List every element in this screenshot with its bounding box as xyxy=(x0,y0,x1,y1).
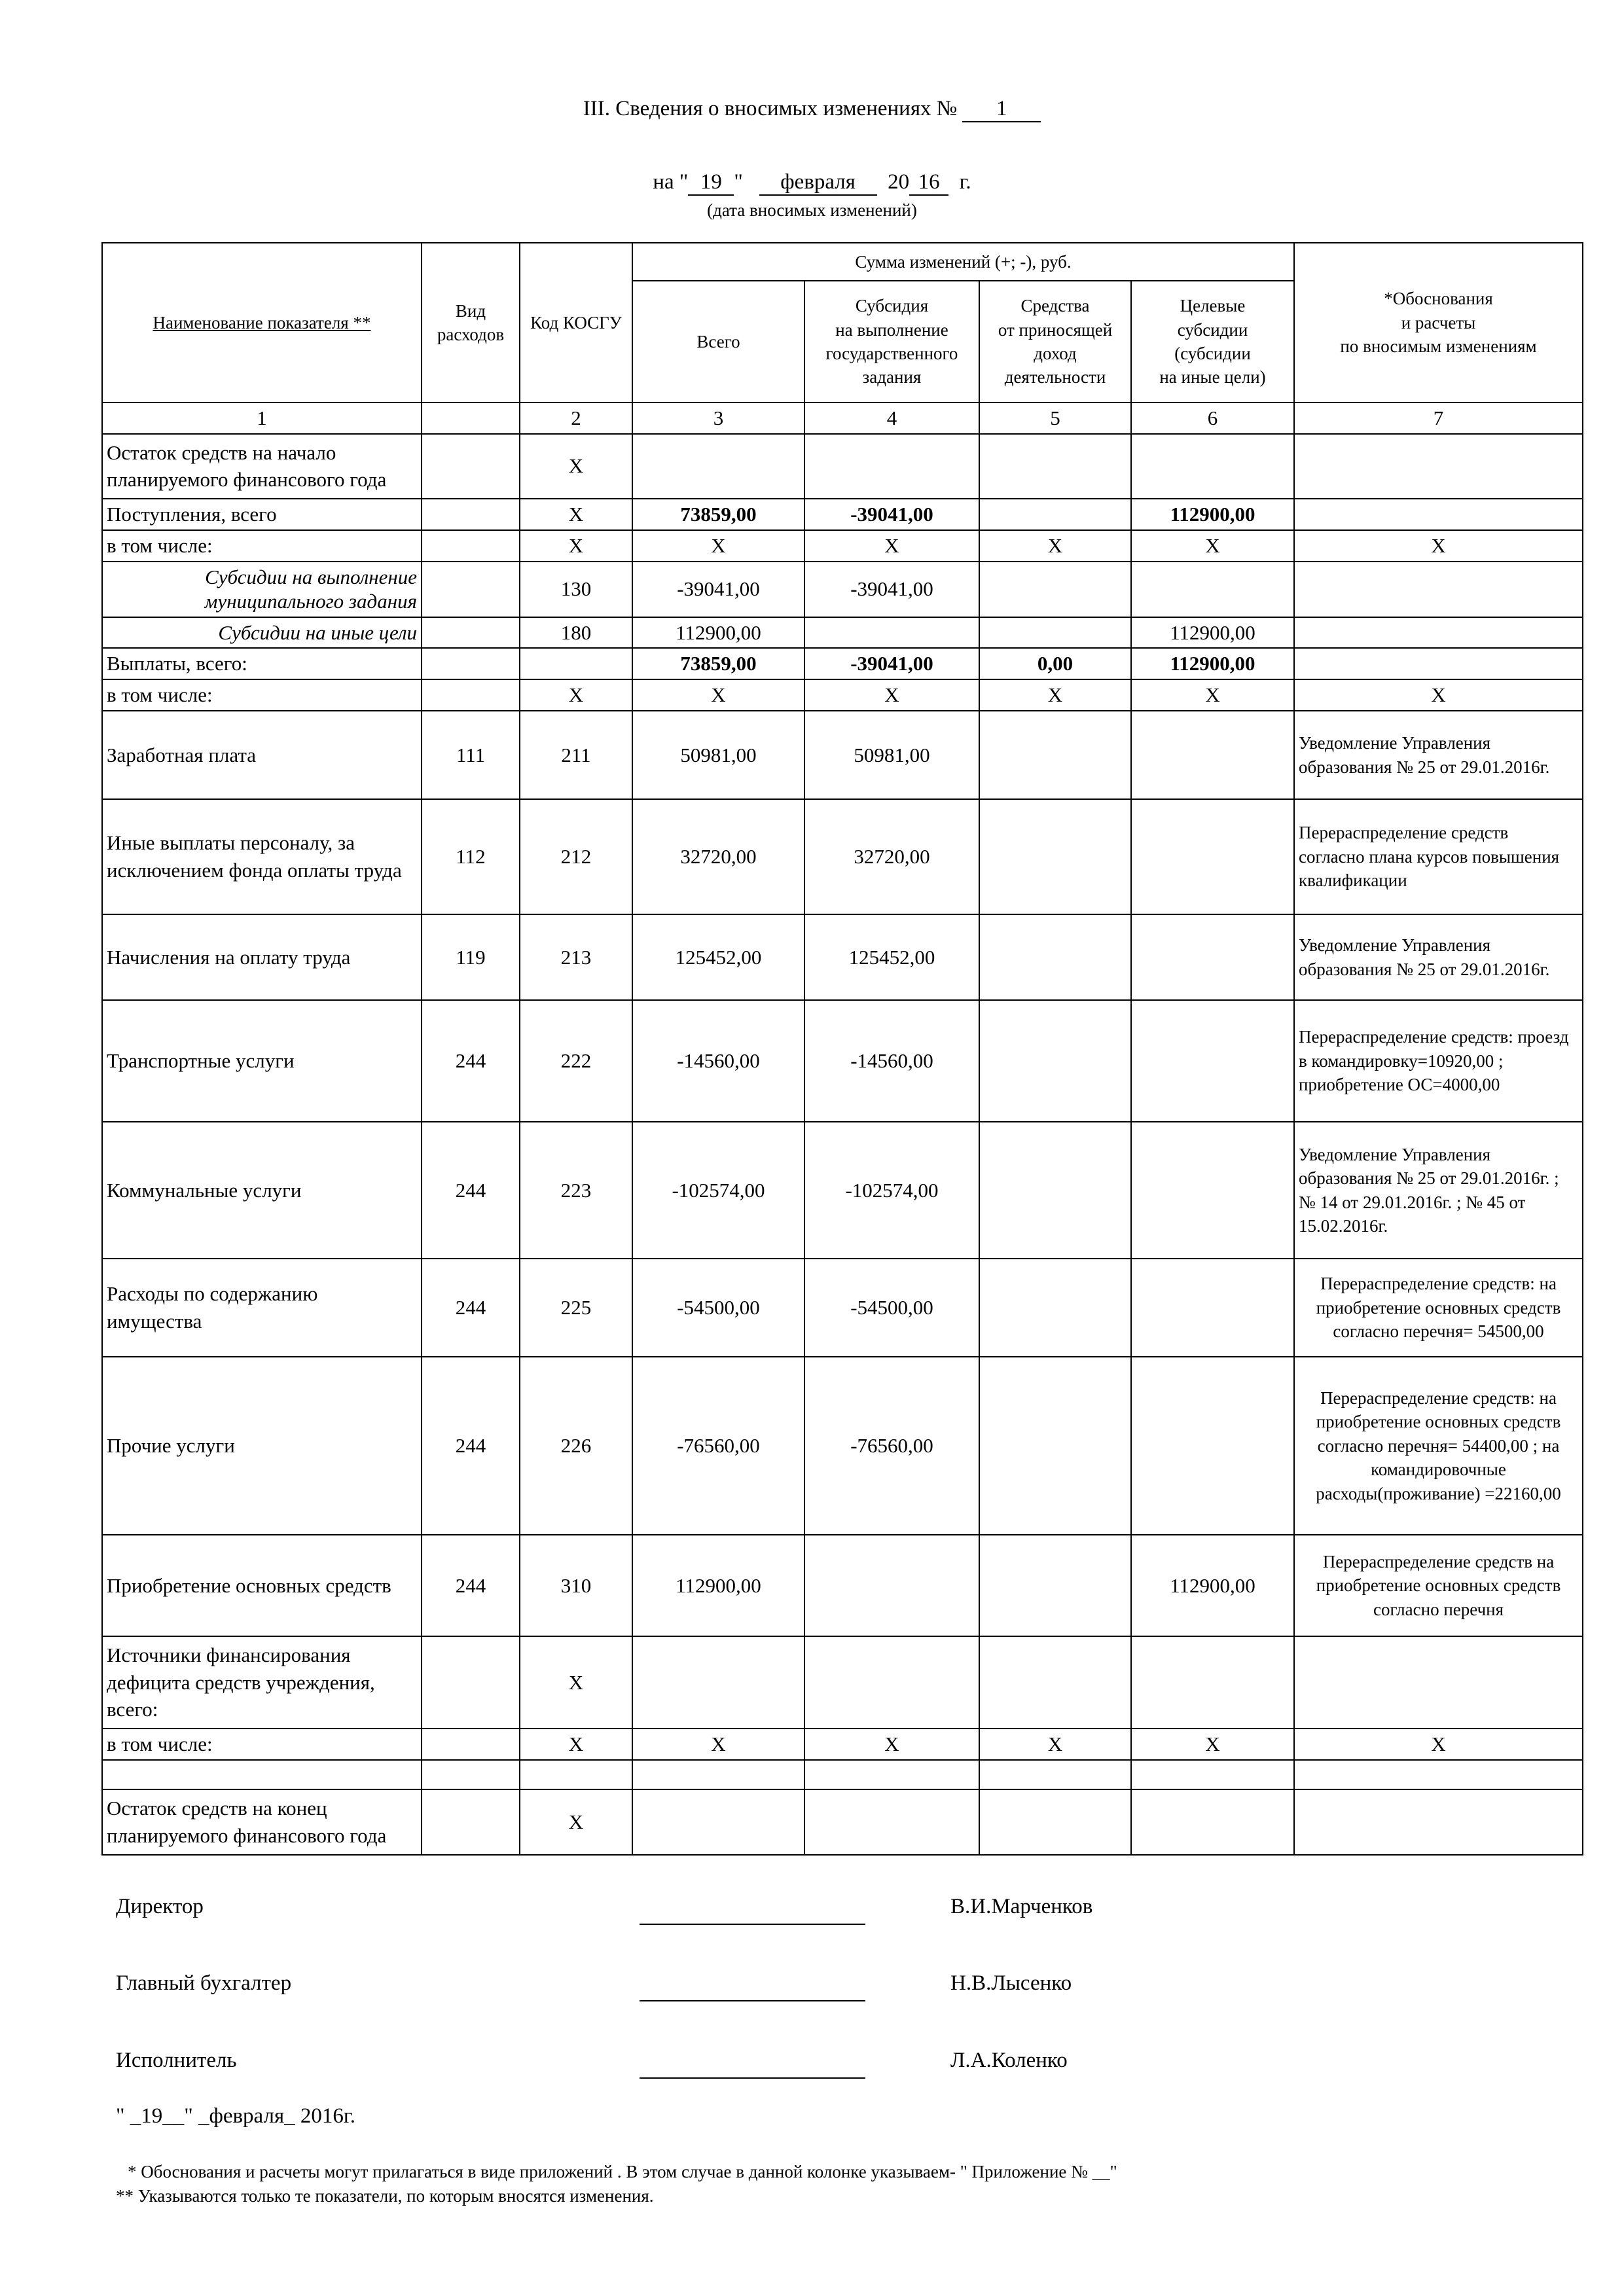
row-total: -54500,00 xyxy=(632,1259,804,1357)
header-target-line3: (субсидии xyxy=(1174,344,1251,363)
table-row xyxy=(102,914,1583,1000)
header-income xyxy=(979,281,1131,403)
header-total: Всего xyxy=(632,281,804,403)
header-subsidy-line1: Субсидия xyxy=(855,296,929,316)
row-basis: Перераспределение средств согласно плана курсов повышения квалификации xyxy=(1294,799,1583,914)
row-target xyxy=(1131,1760,1294,1789)
executor-name: Л.А.Коленко xyxy=(950,2049,1068,2072)
date-month: февраля xyxy=(759,170,877,196)
accountant-signature-line xyxy=(640,1999,865,2001)
row-task: -76560,00 xyxy=(804,1357,979,1535)
row-basis xyxy=(1294,499,1583,530)
footnote-2: ** Указываются только те показатели, по которым вносятся изменения. xyxy=(116,2186,654,2206)
col-number: 2 xyxy=(520,403,632,434)
row-income xyxy=(979,434,1131,499)
header-target xyxy=(1131,281,1294,403)
row-income xyxy=(979,1789,1131,1855)
row-total xyxy=(632,1760,804,1789)
row-name: Выплаты, всего: xyxy=(102,648,422,679)
row-basis xyxy=(1294,617,1583,649)
header-income-line2: от приносящей xyxy=(998,319,1113,340)
row-kosgu: 310 xyxy=(520,1535,632,1636)
col-number: 1 xyxy=(102,403,422,434)
table-row xyxy=(102,562,1583,617)
header-subsidy-line2: на выполнение xyxy=(835,319,948,340)
row-total xyxy=(632,434,804,499)
row-name: Субсидии на выполнение муниципального задания xyxy=(102,562,422,617)
row-target xyxy=(1131,1636,1294,1729)
row-task: -39041,00 xyxy=(804,499,979,530)
footnote-1: * Обоснования и расчеты могут прилагаться в виде приложений . В этом случае в данной колонке указываем- " Приложение № __" xyxy=(128,2162,1117,2181)
table-row xyxy=(102,648,1583,679)
row-basis xyxy=(1294,1636,1583,1729)
row-total: -14560,00 xyxy=(632,1000,804,1122)
row-basis: Перераспределение средств: проезд в командировку=10920,00 ; приобретение ОС=4000,00 xyxy=(1294,1000,1583,1122)
row-vid: 244 xyxy=(422,1259,520,1357)
row-name: Транспортные услуги xyxy=(102,1000,422,1122)
row-income: 0,00 xyxy=(979,648,1131,679)
row-kosgu: 212 xyxy=(520,799,632,914)
row-target xyxy=(1131,711,1294,799)
header-subsidy-task xyxy=(804,281,979,403)
date-prefix: на " xyxy=(653,170,689,194)
row-total: X xyxy=(632,530,804,562)
row-income xyxy=(979,1000,1131,1122)
row-vid xyxy=(422,434,520,499)
accountant-name: Н.В.Лысенко xyxy=(950,1971,1072,1995)
row-target: X xyxy=(1131,530,1294,562)
row-income xyxy=(979,1760,1131,1789)
row-basis: Уведомление Управления образования № 25 от 29.01.2016г. xyxy=(1294,914,1583,1000)
row-basis xyxy=(1294,562,1583,617)
row-basis: Уведомление Управления образования № 25 от 29.01.2016г. ; № 14 от 29.01.2016г. ; № 45 от 15.02.2016г. xyxy=(1294,1122,1583,1259)
row-target xyxy=(1131,1000,1294,1122)
row-kosgu: X xyxy=(520,1789,632,1855)
table-row xyxy=(102,1122,1583,1259)
row-vid xyxy=(422,1789,520,1855)
row-total: -102574,00 xyxy=(632,1122,804,1259)
col-number: 3 xyxy=(632,403,804,434)
changes-table xyxy=(101,242,1583,1856)
row-total: 125452,00 xyxy=(632,914,804,1000)
column-number-row xyxy=(102,403,1583,434)
row-total: 73859,00 xyxy=(632,499,804,530)
header-income-line1: Средства xyxy=(1020,296,1090,316)
row-vid xyxy=(422,679,520,711)
date-quote-close: " xyxy=(734,170,743,194)
table-row xyxy=(102,1000,1583,1122)
row-name: Иные выплаты персоналу, за исключением фонда оплаты труда xyxy=(102,799,422,914)
row-basis: X xyxy=(1294,679,1583,711)
col-number xyxy=(422,403,520,434)
row-task: -39041,00 xyxy=(804,648,979,679)
row-target xyxy=(1131,562,1294,617)
row-vid xyxy=(422,617,520,649)
row-basis: X xyxy=(1294,530,1583,562)
row-task: X xyxy=(804,530,979,562)
date-caption: (дата вносимых изменений) xyxy=(707,200,917,220)
row-vid xyxy=(422,648,520,679)
row-total: 112900,00 xyxy=(632,617,804,649)
header-target-line4: на иные цели) xyxy=(1159,367,1266,387)
row-basis xyxy=(1294,1789,1583,1855)
row-name: Заработная плата xyxy=(102,711,422,799)
signature-date: " _19__" _февраля_ 2016г. xyxy=(116,2104,355,2128)
col-number: 6 xyxy=(1131,403,1294,434)
executor-signature-line xyxy=(640,2076,865,2079)
col-number: 4 xyxy=(804,403,979,434)
row-name: Источники финансирования дефицита средств учреждения, всего: xyxy=(102,1636,422,1729)
row-income: X xyxy=(979,679,1131,711)
date-year-prefix: 20 xyxy=(888,170,910,194)
table-row xyxy=(102,1789,1583,1855)
row-vid xyxy=(422,562,520,617)
row-task xyxy=(804,1535,979,1636)
row-vid xyxy=(422,1729,520,1760)
row-kosgu: 223 xyxy=(520,1122,632,1259)
header-basis xyxy=(1294,243,1583,403)
row-name: Остаток средств на конец планируемого финансового года xyxy=(102,1789,422,1855)
row-vid xyxy=(422,499,520,530)
row-income xyxy=(979,499,1131,530)
row-target xyxy=(1131,1259,1294,1357)
row-kosgu: X xyxy=(520,1636,632,1729)
document-title xyxy=(0,97,1624,122)
row-income xyxy=(979,711,1131,799)
row-task xyxy=(804,617,979,649)
row-basis xyxy=(1294,434,1583,499)
row-basis xyxy=(1294,1760,1583,1789)
row-income xyxy=(979,914,1131,1000)
row-total: -39041,00 xyxy=(632,562,804,617)
row-target: X xyxy=(1131,679,1294,711)
director-signature-line xyxy=(640,1922,865,1925)
row-kosgu: 211 xyxy=(520,711,632,799)
row-target xyxy=(1131,434,1294,499)
row-total xyxy=(632,1636,804,1729)
director-role: Директор xyxy=(116,1895,204,1918)
row-income xyxy=(979,799,1131,914)
table-row xyxy=(102,1729,1583,1760)
row-kosgu xyxy=(520,648,632,679)
row-vid: 244 xyxy=(422,1535,520,1636)
row-target xyxy=(1131,1357,1294,1535)
table-row xyxy=(102,434,1583,499)
table-row xyxy=(102,711,1583,799)
row-name: в том числе: xyxy=(102,679,422,711)
row-income: X xyxy=(979,530,1131,562)
header-subsidy-line4: задания xyxy=(862,367,922,387)
row-basis: X xyxy=(1294,1729,1583,1760)
row-target xyxy=(1131,914,1294,1000)
row-income xyxy=(979,562,1131,617)
row-income xyxy=(979,1259,1131,1357)
row-vid xyxy=(422,530,520,562)
row-task: X xyxy=(804,1729,979,1760)
row-kosgu: 226 xyxy=(520,1357,632,1535)
date-g: г. xyxy=(959,170,971,194)
row-income xyxy=(979,1357,1131,1535)
row-basis: Перераспределение средств на приобретение основных средств согласно перечня xyxy=(1294,1535,1583,1636)
row-task: -39041,00 xyxy=(804,562,979,617)
row-task: 50981,00 xyxy=(804,711,979,799)
row-income xyxy=(979,1122,1131,1259)
row-task xyxy=(804,1760,979,1789)
row-basis: Перераспределение средств: на приобретение основных средств согласно перечня= 54500,00 xyxy=(1294,1259,1583,1357)
row-total: X xyxy=(632,679,804,711)
change-date xyxy=(0,170,1624,196)
header-basis-line2: и расчеты xyxy=(1401,312,1476,332)
header-target-line1: Целевые xyxy=(1180,296,1246,316)
row-vid xyxy=(422,1636,520,1729)
row-name: Остаток средств на начало планируемого финансового года xyxy=(102,434,422,499)
table-row xyxy=(102,617,1583,649)
row-name: Начисления на оплату труда xyxy=(102,914,422,1000)
row-target: X xyxy=(1131,1729,1294,1760)
row-task xyxy=(804,1636,979,1729)
row-name: Расходы по содержанию имущества xyxy=(102,1259,422,1357)
row-task xyxy=(804,1789,979,1855)
row-total xyxy=(632,1789,804,1855)
row-kosgu: X xyxy=(520,679,632,711)
row-name: в том числе: xyxy=(102,1729,422,1760)
row-task: -102574,00 xyxy=(804,1122,979,1259)
row-vid: 111 xyxy=(422,711,520,799)
table-row xyxy=(102,530,1583,562)
row-task xyxy=(804,434,979,499)
row-name: Приобретение основных средств xyxy=(102,1535,422,1636)
row-target: 112900,00 xyxy=(1131,617,1294,649)
header-subsidy-line3: государственного xyxy=(825,344,958,363)
date-day: 19 xyxy=(688,170,734,196)
document-number: 1 xyxy=(962,97,1041,122)
date-year-suffix: 16 xyxy=(909,170,948,196)
row-target: 112900,00 xyxy=(1131,1535,1294,1636)
header-income-line4: деятельности xyxy=(1004,367,1106,387)
row-target: 112900,00 xyxy=(1131,499,1294,530)
row-target xyxy=(1131,1789,1294,1855)
row-vid: 112 xyxy=(422,799,520,914)
row-task: 125452,00 xyxy=(804,914,979,1000)
row-total: X xyxy=(632,1729,804,1760)
row-target: 112900,00 xyxy=(1131,648,1294,679)
row-task: X xyxy=(804,679,979,711)
row-kosgu: X xyxy=(520,1729,632,1760)
row-basis: Перераспределение средств: на приобретение основных средств согласно перечня= 54400,00 ; на командировочные расходы(проживание) =22160,00 xyxy=(1294,1357,1583,1535)
row-vid: 119 xyxy=(422,914,520,1000)
row-kosgu: 130 xyxy=(520,562,632,617)
header-income-line3: доход xyxy=(1034,344,1077,363)
title-text: III. Сведения о вносимых изменениях № xyxy=(583,97,958,120)
table-row xyxy=(102,499,1583,530)
row-task: -14560,00 xyxy=(804,1000,979,1122)
header-vid: Вид расходов xyxy=(422,243,520,403)
row-total: 73859,00 xyxy=(632,648,804,679)
row-kosgu: 180 xyxy=(520,617,632,649)
row-name xyxy=(102,1760,422,1789)
header-name: Наименование показателя ** xyxy=(102,243,422,403)
row-kosgu: 222 xyxy=(520,1000,632,1122)
row-vid: 244 xyxy=(422,1122,520,1259)
row-vid: 244 xyxy=(422,1357,520,1535)
table-row xyxy=(102,1636,1583,1729)
table-row xyxy=(102,1357,1583,1535)
row-name: Коммунальные услуги xyxy=(102,1122,422,1259)
row-vid xyxy=(422,1760,520,1789)
row-basis: Уведомление Управления образования № 25 от 29.01.2016г. xyxy=(1294,711,1583,799)
row-income xyxy=(979,1636,1131,1729)
header-kosgu: Код КОСГУ xyxy=(520,243,632,403)
executor-role: Исполнитель xyxy=(116,2049,237,2072)
row-target xyxy=(1131,799,1294,914)
table-row xyxy=(102,799,1583,914)
row-income: X xyxy=(979,1729,1131,1760)
row-target xyxy=(1131,1122,1294,1259)
director-name: В.И.Марченков xyxy=(950,1895,1093,1918)
row-kosgu: 213 xyxy=(520,914,632,1000)
row-task: 32720,00 xyxy=(804,799,979,914)
row-name: Субсидии на иные цели xyxy=(102,617,422,649)
row-task: -54500,00 xyxy=(804,1259,979,1357)
table-row xyxy=(102,1760,1583,1789)
row-vid: 244 xyxy=(422,1000,520,1122)
row-income xyxy=(979,1535,1131,1636)
row-kosgu: X xyxy=(520,530,632,562)
accountant-role: Главный бухгалтер xyxy=(116,1971,292,1995)
table-row xyxy=(102,1259,1583,1357)
row-total: 32720,00 xyxy=(632,799,804,914)
row-basis xyxy=(1294,648,1583,679)
header-basis-line1: *Обоснования xyxy=(1384,289,1493,309)
row-kosgu: X xyxy=(520,434,632,499)
row-name: Поступления, всего xyxy=(102,499,422,530)
row-total: 112900,00 xyxy=(632,1535,804,1636)
row-name: в том числе: xyxy=(102,530,422,562)
row-total: 50981,00 xyxy=(632,711,804,799)
row-name: Прочие услуги xyxy=(102,1357,422,1535)
row-kosgu xyxy=(520,1760,632,1789)
table-row xyxy=(102,679,1583,711)
row-kosgu: 225 xyxy=(520,1259,632,1357)
row-kosgu: X xyxy=(520,499,632,530)
header-basis-line3: по вносимым изменениям xyxy=(1340,336,1537,357)
col-number: 7 xyxy=(1294,403,1583,434)
header-target-line2: субсидии xyxy=(1177,319,1248,340)
row-income xyxy=(979,617,1131,649)
header-row-1 xyxy=(102,243,1583,281)
header-sum-group: Сумма изменений (+; -), руб. xyxy=(632,243,1294,281)
table-row xyxy=(102,1535,1583,1636)
row-total: -76560,00 xyxy=(632,1357,804,1535)
col-number: 5 xyxy=(979,403,1131,434)
